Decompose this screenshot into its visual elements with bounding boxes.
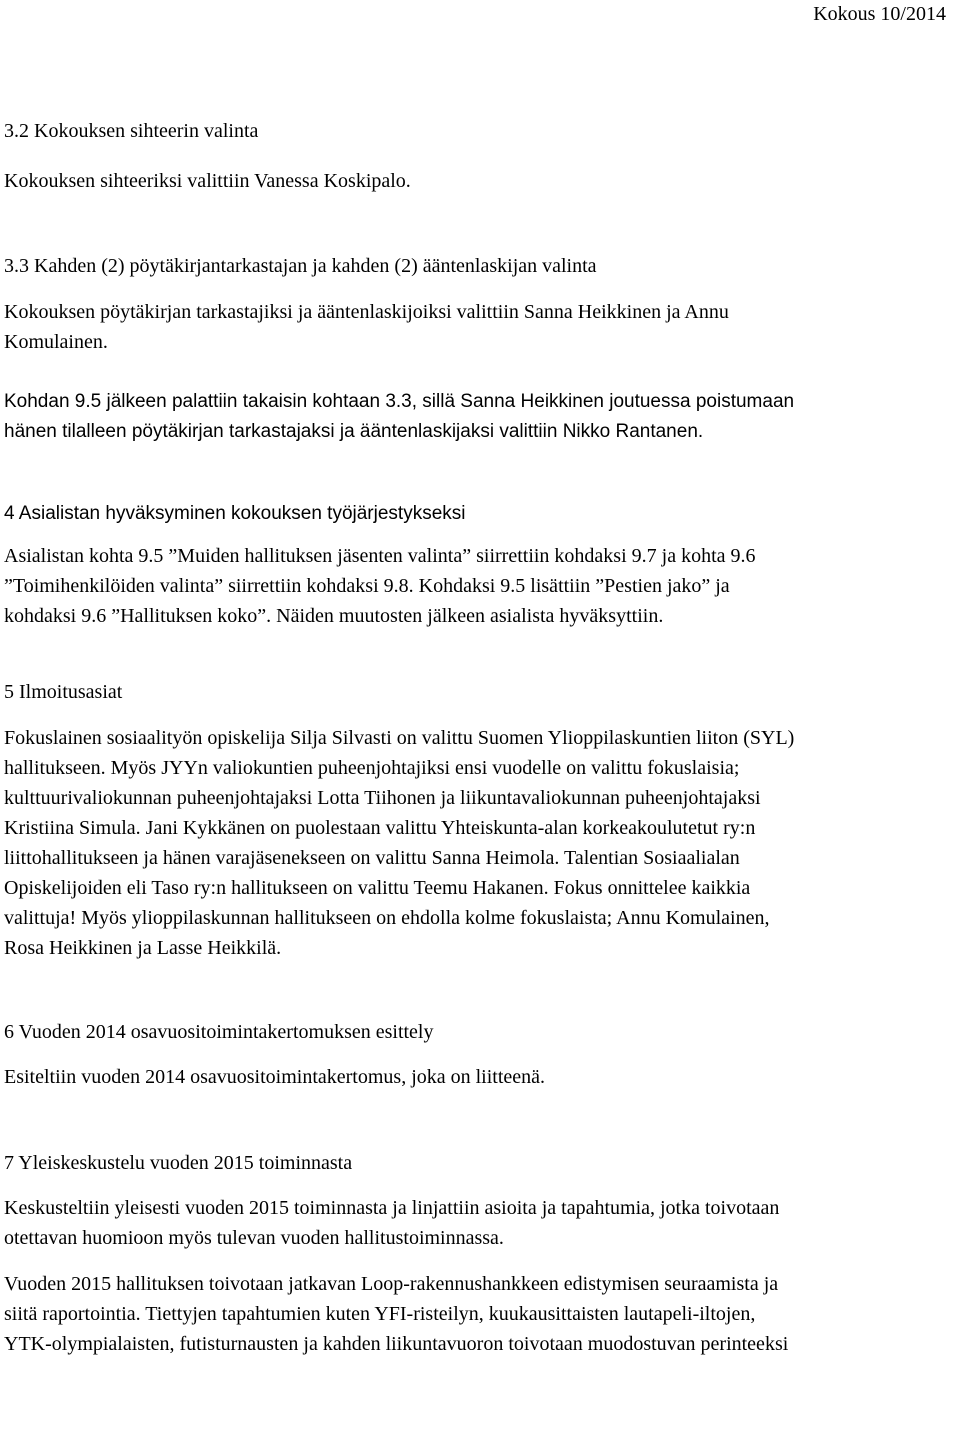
paragraph-line: Fokuslainen sosiaalityön opiskelija Silja Silvasti on valittu Suomen Ylioppilaskuntien liiton (SYL) [4,727,795,749]
section-heading: 3.2 Kokouksen sihteerin valinta [4,120,259,142]
section-paragraph [4,1062,956,1092]
paragraph-line: YTK-olympialaisten, futisturnausten ja kahden liikuntavuoron toivotaan muodostuvan perinteeksi [4,1333,789,1355]
section-heading: 6 Vuoden 2014 osavuositoimintakertomuksen esittely [4,1021,434,1043]
paragraph-line: otettavan huomioon myös tulevan vuoden hallitustoiminnassa. [4,1227,504,1249]
section-7 [4,1148,956,1359]
section-5 [4,677,956,963]
section-paragraph [4,541,956,631]
paragraph-line: Komulainen. [4,331,108,353]
section-heading: 7 Yleiskeskustelu vuoden 2015 toiminnasta [4,1152,353,1174]
section-note [4,387,956,447]
paragraph-line: Rosa Heikkinen ja Lasse Heikkilä. [4,937,282,959]
section-paragraph [4,297,956,357]
paragraph-line: Vuoden 2015 hallituksen toivotaan jatkavan Loop-rakennushankkeen edistymisen seuraamista ja [4,1273,779,1295]
section-3-2 [4,116,956,196]
paragraph-line: siitä raportointia. Tiettyjen tapahtumien kuten YFI-risteilyn, kuukausittaisten lautapeli-iltojen, [4,1303,756,1325]
paragraph-line: ”Toimihenkilöiden valinta” siirrettiin kohdaksi 9.8. Kohdaksi 9.5 lisättiin ”Pestien jako” ja [4,575,730,597]
section-heading: 3.3 Kahden (2) pöytäkirjantarkastajan ja kahden (2) ääntenlaskijan valinta [4,255,597,277]
section-paragraph [4,166,956,196]
paragraph-line: liittohallitukseen ja hänen varajäsenekseen on valittu Sanna Heimola. Talentian Sosiaalialan [4,847,740,869]
paragraph-line: kulttuurivaliokunnan puheenjohtajaksi Lotta Tiihonen ja liikuntavaliokunnan puheenjohtajaksi [4,787,761,809]
paragraph-line: valittuja! Myös ylioppilaskunnan hallitukseen on ehdolla kolme fokuslaista; Annu Komulainen, [4,907,770,929]
paragraph-line: Kokouksen sihteeriksi valittiin Vanessa Koskipalo. [4,170,411,192]
section-paragraph [4,723,956,963]
document-body [4,116,956,1359]
section-3-3 [4,251,956,447]
section-paragraph [4,1193,956,1253]
section-heading: 5 Ilmoitusasiat [4,681,123,703]
section-heading: 4 Asialistan hyväksyminen kokouksen työjärjestykseksi [4,503,466,524]
paragraph-line: Kokouksen pöytäkirjan tarkastajiksi ja ääntenlaskijoiksi valittiin Sanna Heikkinen ja Annu [4,301,729,323]
paragraph-line: Opiskelijoiden eli Taso ry:n hallitukseen on valittu Teemu Hakanen. Fokus onnittelee kaikkia [4,877,751,899]
page-header: Kokous 10/2014 [813,3,946,25]
paragraph-line: hallitukseen. Myös JYYn valiokuntien puheenjohtajiksi ensi vuodelle on valittu fokuslaisia; [4,757,740,779]
paragraph-line: Kohdan 9.5 jälkeen palattiin takaisin kohtaan 3.3, sillä Sanna Heikkinen joutuessa poistumaan [4,391,795,412]
section-4 [4,499,956,631]
paragraph-line: Kristiina Simula. Jani Kykkänen on puolestaan valittu Yhteiskunta-alan korkeakoulutetut ry:n [4,817,756,839]
paragraph-line: kohdaksi 9.6 ”Hallituksen koko”. Näiden muutosten jälkeen asialista hyväksyttiin. [4,605,664,627]
section-paragraph [4,1269,956,1359]
section-6 [4,1017,956,1092]
paragraph-line: Esiteltiin vuoden 2014 osavuositoimintakertomus, joka on liitteenä. [4,1066,546,1088]
paragraph-line: Asialistan kohta 9.5 ”Muiden hallituksen jäsenten valinta” siirrettiin kohdaksi 9.7 ja kohta 9.6 [4,545,756,567]
paragraph-line: hänen tilalleen pöytäkirjan tarkastajaksi ja ääntenlaskijaksi valittiin Nikko Rantanen. [4,421,704,442]
paragraph-line: Keskusteltiin yleisesti vuoden 2015 toiminnasta ja linjattiin asioita ja tapahtumia, jotka toivotaan [4,1197,780,1219]
